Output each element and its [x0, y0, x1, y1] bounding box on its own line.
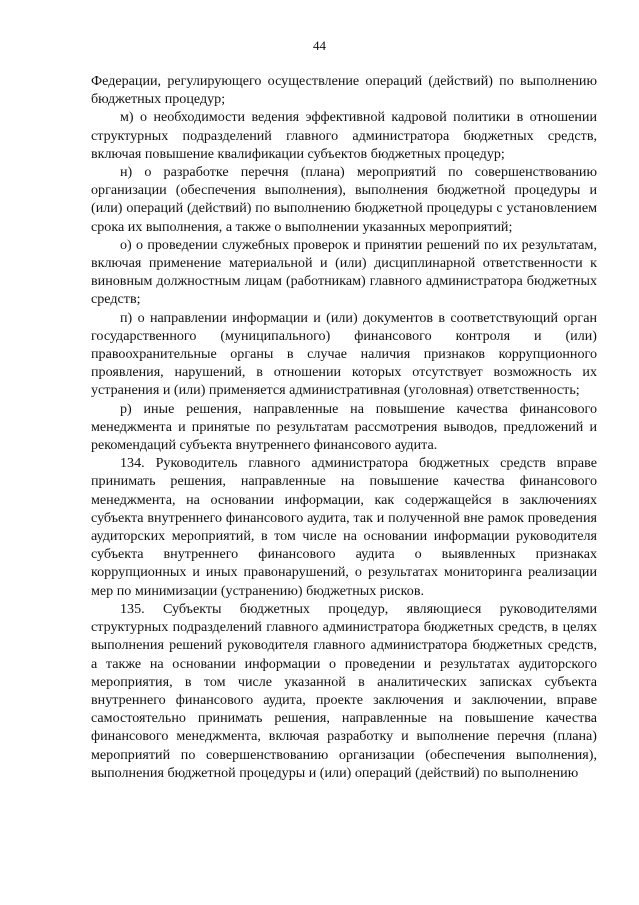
paragraph-clause-135: 135. Субъекты бюджетных процедур, являющиеся руководителями структурных подразделений главного администратора бюджетных средств, в целях выполнения решений руководителя главного администратора бюджетных средств, а также на основании информации о проведении и результатах аудиторского мероприятия, в том числе указанной в аналитических записках субъекта внутреннего финансового аудита, проекте заключения и заключении, вправе самостоятельно принимать решения, направленные на повышение качества финансового менеджмента, включая разработку и выполнение перечня (плана) мероприятий по совершенствованию организации (обеспечения выполнения), выполнения бюджетной процедуры и (или) операций (действий) по выполнению — [91, 600, 597, 781]
paragraph-clause-134: 134. Руководитель главного администратора бюджетных средств вправе принимать решения, направленные на повышение качества финансового менеджмента, на основании информации, как содержащейся в заключениях субъекта внутреннего финансового аудита, так и полученной вне рамок проведения аудиторских мероприятий, в том числе на основании информации руководителя субъекта внутреннего финансового аудита о выявленных признаках коррупционных и иных правонарушений, о результатах мониторинга реализации мер по минимизации (устранению) бюджетных рисков. — [91, 455, 597, 599]
paragraph-item-o: о) о проведении служебных проверок и принятии решений по их результатам, включая применение материальной и (или) дисциплинарной ответственности к виновным должностным лицам (работникам) главного администратора бюджетных средств; — [91, 236, 597, 308]
document-body — [91, 72, 597, 782]
paragraph-continuation: Федерации, регулирующего осуществление операций (действий) по выполнению бюджетных процедур; — [91, 73, 597, 108]
paragraph-item-p: п) о направлении информации и (или) документов в соответствующий орган государственного (муниципального) финансового контроля и (или) правоохранительные органы в случае наличия признаков коррупционного проявления, нарушений, в отношении которых отсутствует возможность их устранения и (или) применяется административная (уголовная) ответственность; — [91, 309, 597, 399]
paragraph-item-n: н) о разработке перечня (плана) мероприятий по совершенствованию организации (обеспечения выполнения), выполнения бюджетной процедуры и (или) операций (действий) по выполнению бюджетной процедуры с установлением срока их выполнения, а также о выполнении указанных мероприятий; — [91, 164, 597, 235]
paragraph-item-m: м) о необходимости ведения эффективной кадровой политики в отношении структурных подразделений главного администратора бюджетных средств, включая повышение квалификации субъектов бюджетных процедур; — [91, 109, 597, 162]
paragraph-item-r: р) иные решения, направленные на повышение качества финансового менеджмента и принятые по результатам рассмотрения выводов, предложений и рекомендаций субъекта внутреннего финансового аудита. — [91, 400, 597, 454]
page-number: 44 — [313, 38, 326, 53]
